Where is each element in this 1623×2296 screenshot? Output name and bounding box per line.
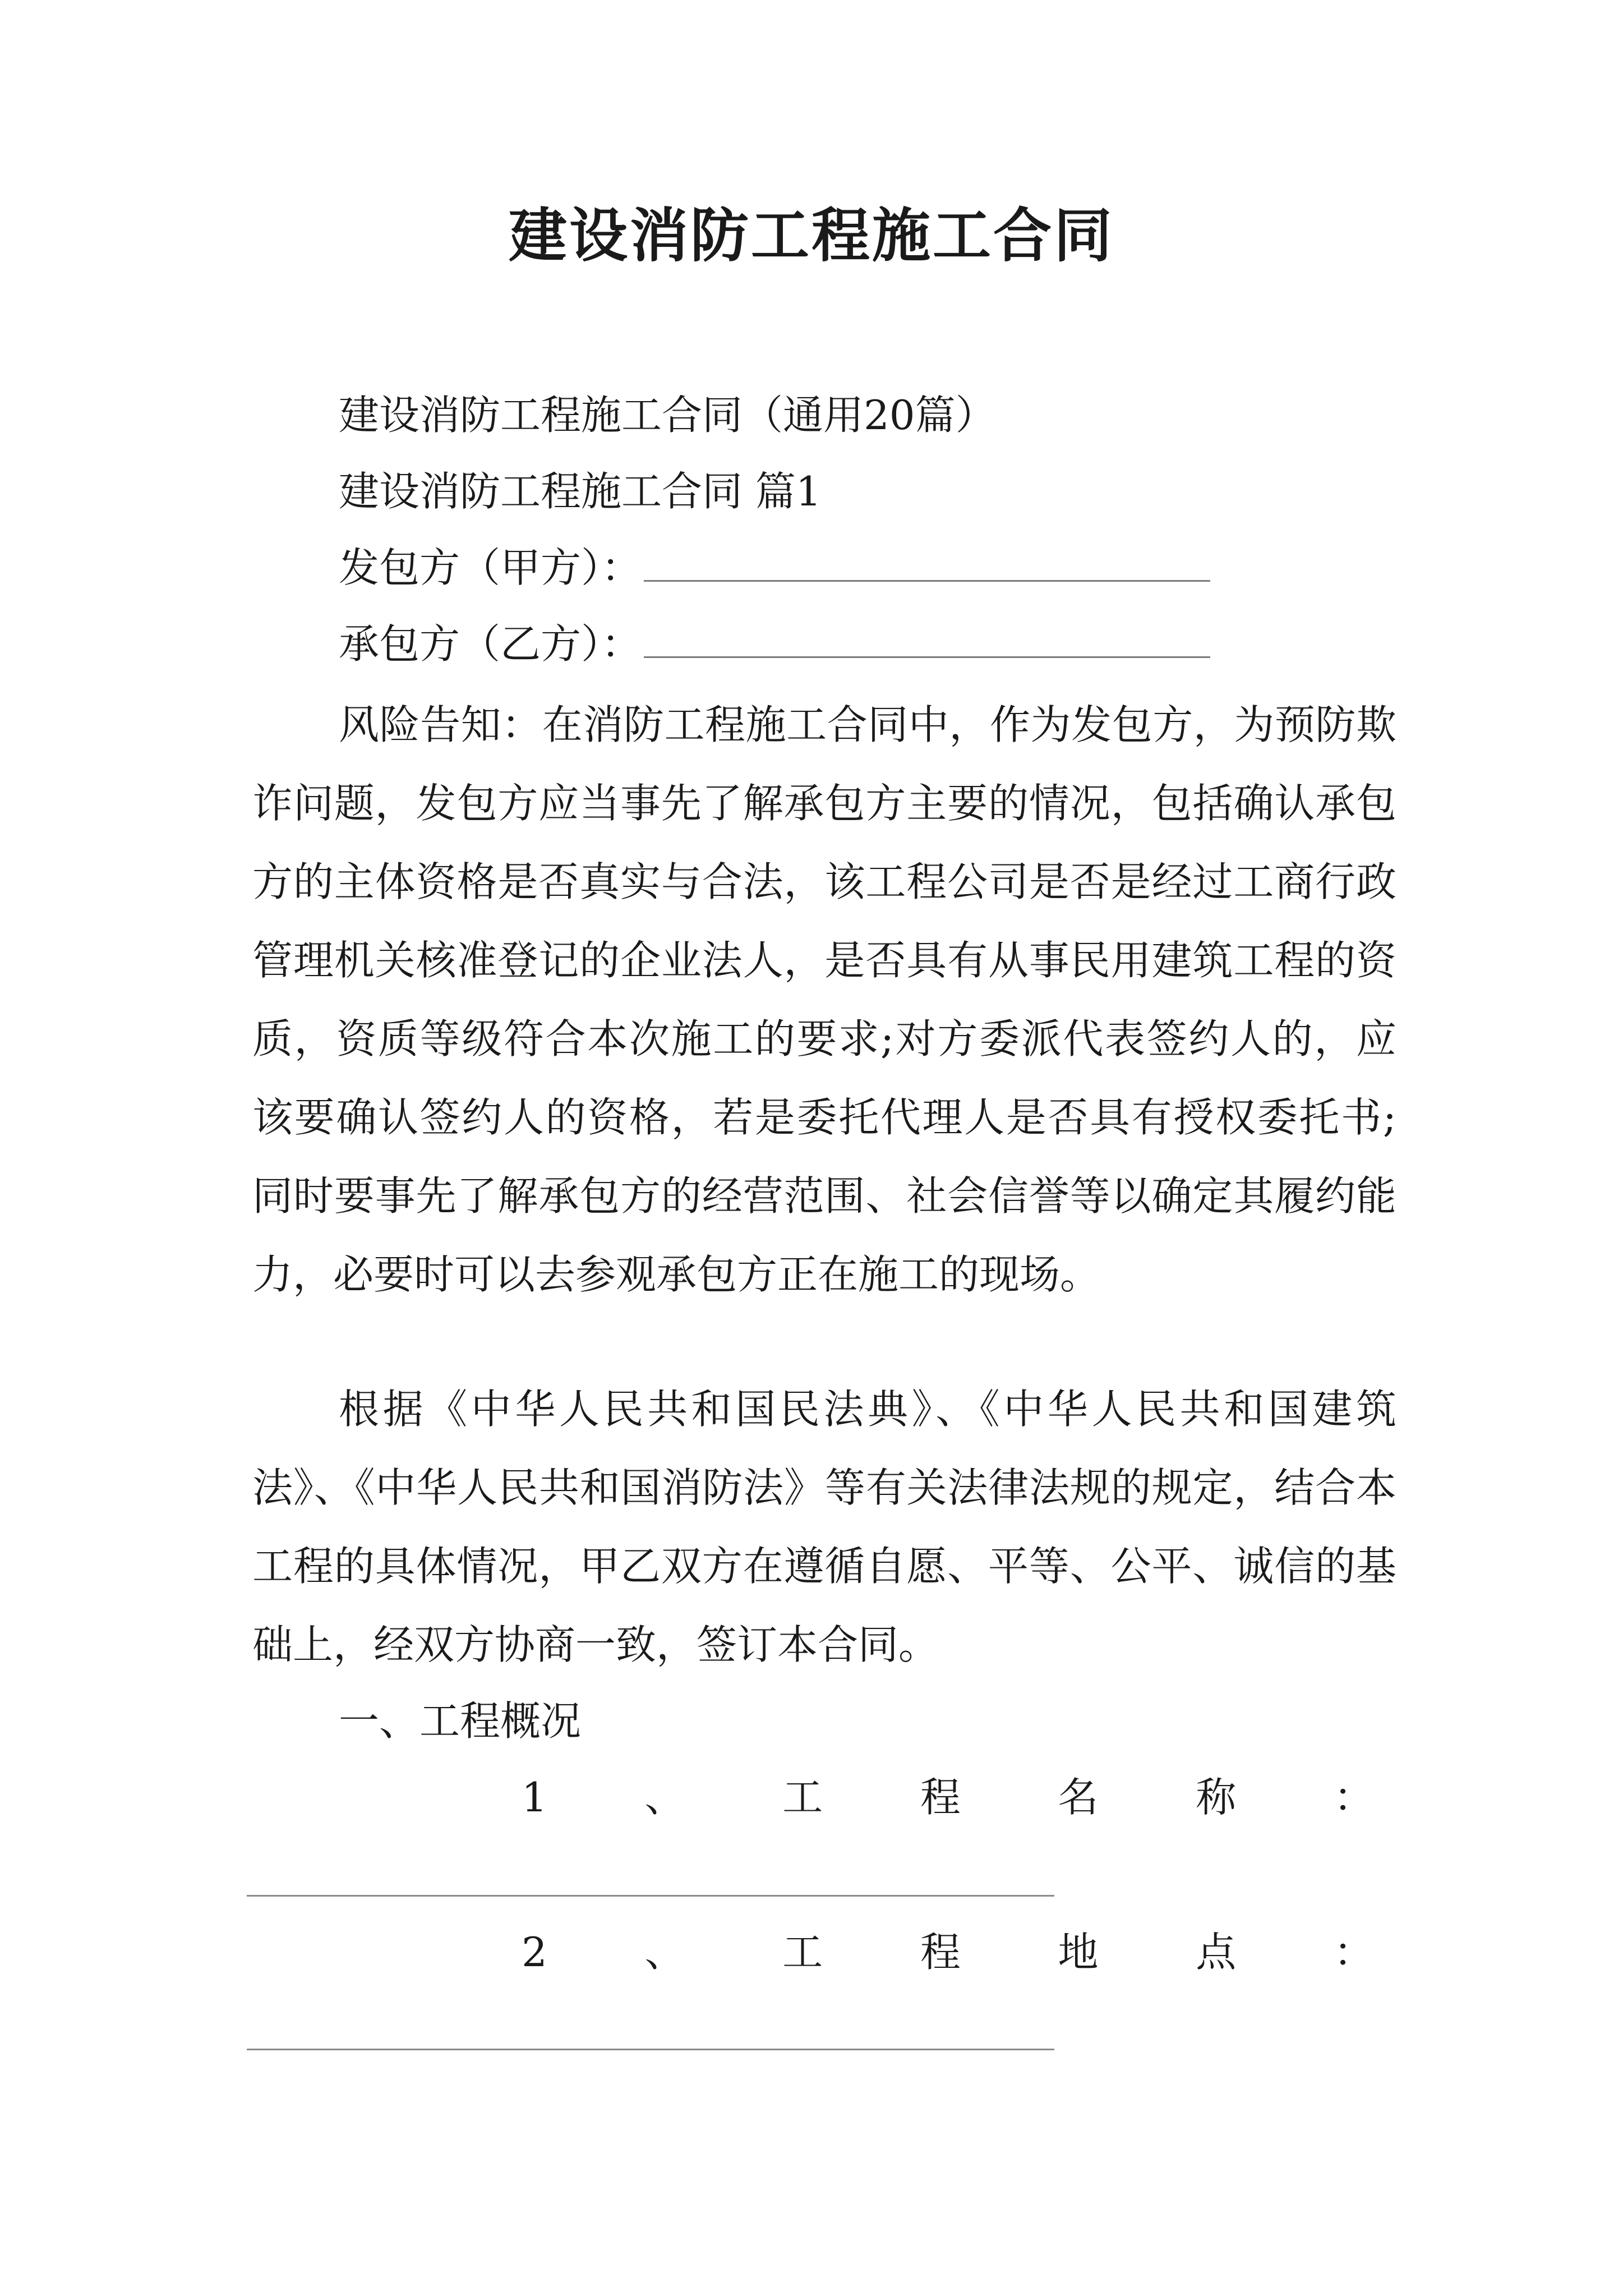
project-name-char: ： xyxy=(1333,1774,1374,1821)
party-a-line xyxy=(339,540,1210,596)
party-a-blank xyxy=(644,580,1210,582)
project-name-char: 工 xyxy=(782,1774,823,1821)
chapter-one-heading: 一、工程概况 xyxy=(339,1697,582,1745)
project-name-char: 名 xyxy=(1058,1774,1099,1821)
project-location-char: 2 xyxy=(522,1929,547,1976)
document-subtitle: 建设消防工程施工合同（通用20篇） xyxy=(339,392,996,439)
project-name-char: 、 xyxy=(644,1774,685,1821)
project-location-char: 程 xyxy=(920,1929,961,1976)
project-name-char: 程 xyxy=(920,1774,961,1821)
project-location-char: 地 xyxy=(1058,1929,1099,1976)
section-heading: 建设消防工程施工合同 篇1 xyxy=(339,468,822,515)
project-location-char: 工 xyxy=(782,1929,823,1976)
project-name-line xyxy=(522,1769,1374,1825)
party-a-label: 发包方（甲方）： xyxy=(339,544,642,591)
project-name-char: 1 xyxy=(522,1774,547,1821)
party-b-line xyxy=(339,616,1210,672)
party-b-blank xyxy=(644,656,1210,658)
project-name-char: 称 xyxy=(1196,1774,1237,1821)
project-name-blank xyxy=(247,1895,1054,1897)
party-b-label: 承包方（乙方）： xyxy=(339,620,642,668)
project-location-char: 点 xyxy=(1196,1929,1237,1976)
legal-basis-paragraph: 根据《中华人民共和国民法典》、《中华人民共和国建筑法》、《中华人民共和国消防法》等有关法律法规的规定，结合本工程的具体情况，甲乙双方在遵循自愿、平等、公平、诚信的基础上，经双方协商一致，签订本合同。 xyxy=(252,1386,1396,1668)
project-location-line xyxy=(522,1924,1374,1980)
document-title: 建设消防工程施工合同 xyxy=(508,201,1114,270)
project-location-char: ： xyxy=(1333,1929,1374,1976)
risk-notice-paragraph: 风险告知：在消防工程施工合同中，作为发包方，为预防欺诈问题，发包方应当事先了解承包方主要的情况，包括确认承包方的主体资格是否真实与合法，该工程公司是否是经过工商行政管理机关核准登记的企业法人，是否具有从事民用建筑工程的资质，资质等级符合本次施工的要求;对方委派代表签约人的，应该要确认签约人的资格，若是委托代理人是否具有授权委托书;同时要事先了解承包方的经营范围、社会信誉等以确定其履约能力，必要时可以去参观承包方正在施工的现场。 xyxy=(252,701,1396,1298)
project-location-char: 、 xyxy=(644,1929,685,1976)
project-location-blank xyxy=(247,2049,1054,2050)
